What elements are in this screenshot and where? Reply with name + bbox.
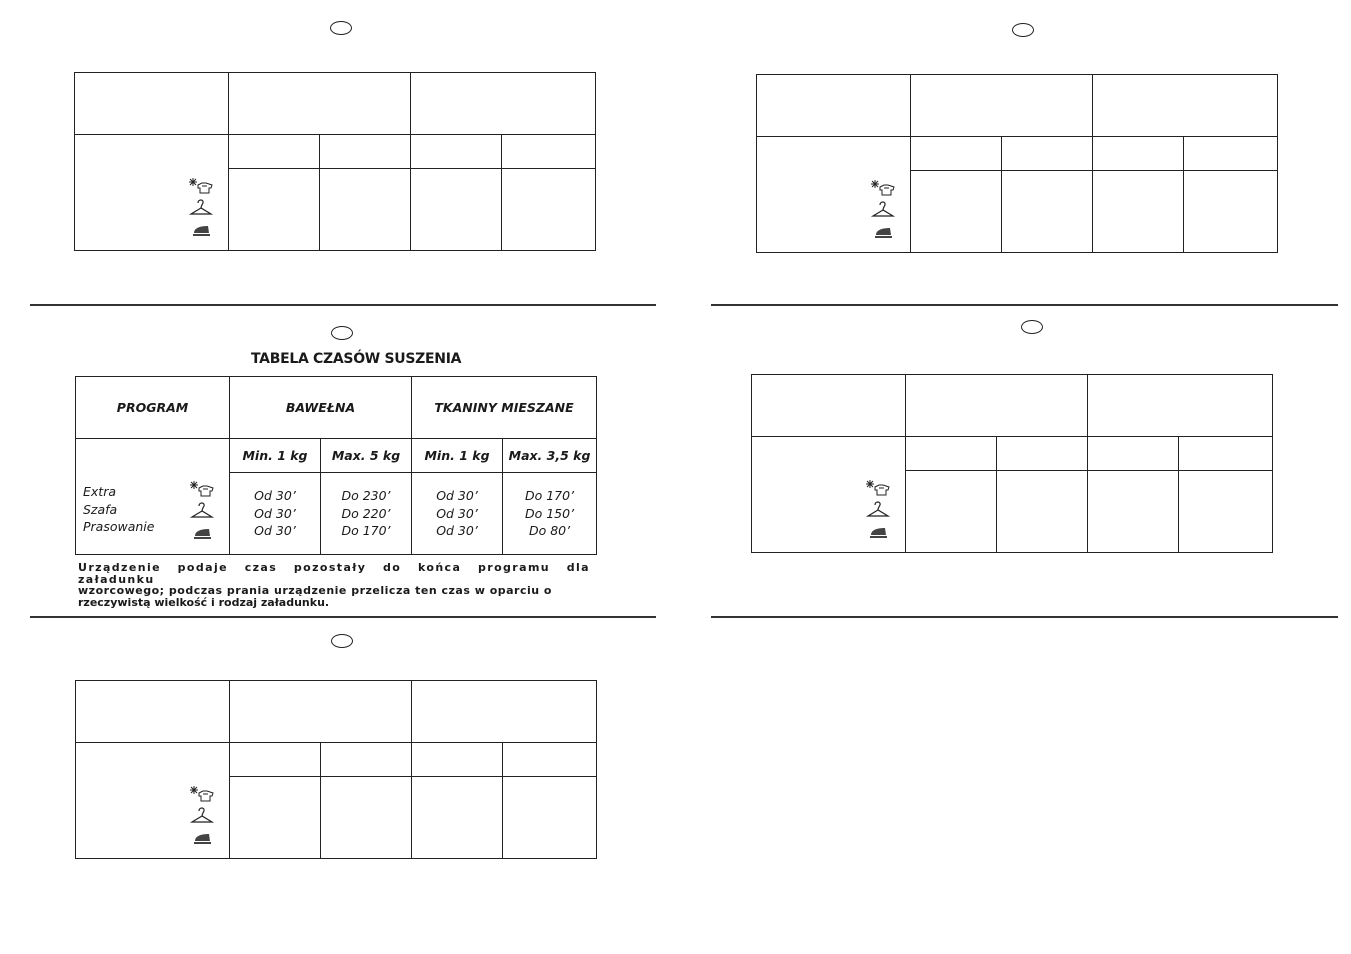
header-mixed: TKANINY MIESZANE xyxy=(412,377,597,439)
value: Do 170’ xyxy=(341,523,391,539)
program-label-wardrobe: Szafa xyxy=(83,501,118,517)
divider xyxy=(711,304,1338,306)
divider xyxy=(711,616,1338,618)
extra-dry-icon xyxy=(189,785,215,803)
value: Do 220’ xyxy=(341,505,391,521)
drying-table-empty xyxy=(751,374,1273,553)
header-cotton: BAWEŁNA xyxy=(230,377,412,439)
flag-icon xyxy=(1012,23,1034,37)
program-label-extra: Extra xyxy=(83,484,116,499)
iron-icon xyxy=(189,827,215,845)
value: Od 30’ xyxy=(254,488,296,504)
value: Do 150’ xyxy=(524,505,575,521)
divider xyxy=(30,304,656,306)
hanger-icon xyxy=(189,806,215,824)
value: Do 230’ xyxy=(341,488,391,504)
value: Od 30’ xyxy=(254,505,296,521)
table-title: TABELA CZASÓW SUSZENIA xyxy=(251,351,462,367)
hanger-icon xyxy=(870,200,896,218)
value: Od 30’ xyxy=(254,523,296,539)
value-cell xyxy=(412,473,503,555)
drying-table-empty xyxy=(756,74,1278,253)
divider xyxy=(30,616,656,618)
extra-dry-icon xyxy=(189,480,215,498)
subheader-mixed-max: Max. 3,5 kg xyxy=(503,439,597,473)
value: Do 80’ xyxy=(528,523,571,539)
table-note xyxy=(78,562,590,608)
extra-dry-icon xyxy=(188,177,214,195)
extra-dry-icon xyxy=(865,479,891,497)
extra-dry-icon xyxy=(870,179,896,197)
value: Do 170’ xyxy=(524,488,575,504)
flag-icon xyxy=(1021,320,1043,334)
flag-icon xyxy=(330,21,352,35)
iron-icon xyxy=(188,219,214,237)
value: Od 30’ xyxy=(436,505,478,521)
value: Od 30’ xyxy=(436,523,478,539)
value-cell xyxy=(503,473,597,555)
note-line: rzeczywistą wielkość i rodzaj załadunku. xyxy=(78,595,330,609)
hanger-icon xyxy=(188,198,214,216)
drying-table-pl xyxy=(75,376,597,555)
hanger-icon xyxy=(865,500,891,518)
flag-icon xyxy=(331,634,353,648)
hanger-icon xyxy=(189,501,215,519)
flag-icon xyxy=(331,326,353,340)
iron-icon xyxy=(870,221,896,239)
program-cell xyxy=(76,439,230,555)
value: Od 30’ xyxy=(436,488,478,504)
drying-table-empty xyxy=(74,72,596,251)
drying-table-empty xyxy=(75,680,597,859)
subheader-mixed-min: Min. 1 kg xyxy=(412,439,503,473)
program-label-ironing: Prasowanie xyxy=(83,519,155,534)
iron-icon xyxy=(865,521,891,539)
note-line: wzorcowego; podczas prania urządzenie przelicza ten czas w oparciu o xyxy=(78,584,552,597)
subheader-cotton-max: Max. 5 kg xyxy=(321,439,412,473)
subheader-cotton-min: Min. 1 kg xyxy=(230,439,321,473)
value-cell xyxy=(321,473,412,555)
value-cell xyxy=(230,473,321,555)
header-program: PROGRAM xyxy=(76,377,230,439)
note-line: Urządzenie podaje czas pozostały do końca programu dla załadunku xyxy=(78,561,590,586)
iron-icon xyxy=(189,522,215,540)
